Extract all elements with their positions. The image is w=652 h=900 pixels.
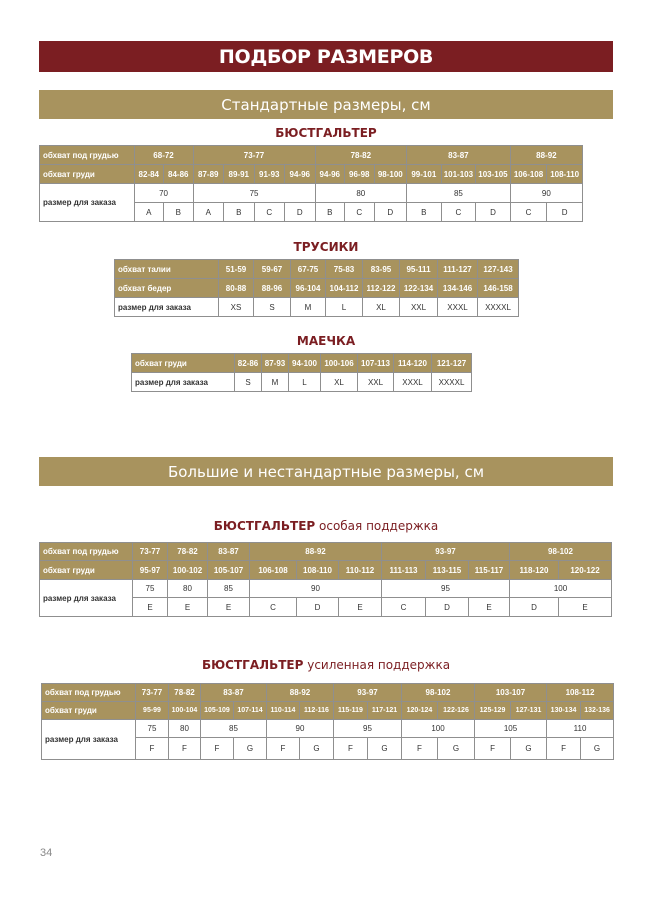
cup-cell: E bbox=[208, 598, 250, 617]
bust-cell: 100-102 bbox=[168, 561, 208, 580]
bust-cell: 94-96 bbox=[315, 165, 344, 184]
bra-title: БЮСТГАЛЬТЕР bbox=[275, 126, 377, 140]
size-cell: XXL bbox=[358, 373, 394, 392]
waist-cell: 75-83 bbox=[326, 260, 363, 279]
size-cell: 90 bbox=[250, 580, 382, 598]
underbust-cell: 83-87 bbox=[201, 684, 267, 702]
waist-cell: 127-143 bbox=[478, 260, 519, 279]
row-label: обхват груди bbox=[40, 561, 133, 580]
size-cell: M bbox=[262, 373, 289, 392]
bust-cell: 107-114 bbox=[234, 702, 267, 720]
bust-cell: 82-86 bbox=[235, 354, 262, 373]
cup-cell: F bbox=[547, 738, 581, 760]
top-title: МАЕЧКА bbox=[296, 334, 356, 348]
bust-cell: 89-91 bbox=[224, 165, 255, 184]
size-cell: 70 bbox=[134, 184, 193, 203]
underbust-cell: 83-87 bbox=[208, 543, 250, 561]
size-cell: 110 bbox=[547, 720, 614, 738]
hips-cell: 104-112 bbox=[326, 279, 363, 298]
underbust-cell: 73-77 bbox=[133, 543, 168, 561]
bust-cell: 94-96 bbox=[285, 165, 316, 184]
bra-special-title-rest: особая поддержка bbox=[315, 519, 439, 533]
top-table bbox=[131, 353, 472, 392]
bust-cell: 95-99 bbox=[136, 702, 169, 720]
bust-cell: 132-136 bbox=[581, 702, 614, 720]
bust-cell: 127-131 bbox=[511, 702, 547, 720]
size-cell: XXXL bbox=[394, 373, 432, 392]
underbust-cell: 78-82 bbox=[169, 684, 201, 702]
cup-cell: F bbox=[201, 738, 234, 760]
bra-special-table bbox=[39, 542, 612, 617]
cup-cell: C bbox=[510, 203, 547, 222]
bust-cell: 114-120 bbox=[394, 354, 432, 373]
size-cell: 95 bbox=[334, 720, 402, 738]
size-cell: XL bbox=[321, 373, 358, 392]
bra-reinforced-title-bold: БЮСТГАЛЬТЕР bbox=[201, 658, 304, 672]
section-banner-large bbox=[39, 457, 613, 486]
bust-cell: 105-109 bbox=[201, 702, 234, 720]
bust-cell: 87-93 bbox=[262, 354, 289, 373]
cup-cell: E bbox=[469, 598, 510, 617]
size-cell: XS bbox=[219, 298, 254, 317]
hips-cell: 122-134 bbox=[400, 279, 438, 298]
row-label: размер для заказа bbox=[40, 184, 135, 222]
bust-cell: 120-124 bbox=[402, 702, 438, 720]
row-label: обхват бедер bbox=[115, 279, 219, 298]
hips-cell: 80-88 bbox=[219, 279, 254, 298]
bust-cell: 110-112 bbox=[339, 561, 382, 580]
cup-cell: D bbox=[510, 598, 559, 617]
underbust-cell: 103-107 bbox=[475, 684, 547, 702]
bra-reinforced-title-rest: усиленная поддержка bbox=[303, 658, 451, 672]
cup-cell: A bbox=[134, 203, 163, 222]
size-cell: 75 bbox=[133, 580, 168, 598]
waist-cell: 111-127 bbox=[438, 260, 478, 279]
underbust-cell: 68-72 bbox=[134, 146, 193, 165]
bust-cell: 113-115 bbox=[426, 561, 469, 580]
waist-cell: 51-59 bbox=[219, 260, 254, 279]
underbust-cell: 98-102 bbox=[510, 543, 612, 561]
bust-cell: 118-120 bbox=[510, 561, 559, 580]
bust-cell: 82-84 bbox=[134, 165, 163, 184]
bust-cell: 125-129 bbox=[475, 702, 511, 720]
size-cell: 100 bbox=[510, 580, 612, 598]
underbust-cell: 93-97 bbox=[334, 684, 402, 702]
size-cell: 95 bbox=[382, 580, 510, 598]
size-cell: S bbox=[254, 298, 291, 317]
cup-cell: F bbox=[475, 738, 511, 760]
bust-cell: 101-103 bbox=[441, 165, 476, 184]
underbust-cell: 78-82 bbox=[315, 146, 407, 165]
size-cell: 80 bbox=[169, 720, 201, 738]
size-cell: XXXL bbox=[438, 298, 478, 317]
page-banner bbox=[39, 41, 613, 72]
cup-cell: C bbox=[254, 203, 285, 222]
cup-cell: E bbox=[559, 598, 612, 617]
bra-special-title bbox=[0, 519, 652, 533]
cup-cell: D bbox=[426, 598, 469, 617]
bust-cell: 95-97 bbox=[133, 561, 168, 580]
size-cell: L bbox=[289, 373, 321, 392]
underbust-cell: 83-87 bbox=[407, 146, 511, 165]
bra-table bbox=[39, 145, 583, 222]
cup-cell: B bbox=[315, 203, 344, 222]
size-cell: 75 bbox=[136, 720, 169, 738]
bust-cell: 87-89 bbox=[193, 165, 224, 184]
bust-cell: 106-108 bbox=[510, 165, 547, 184]
cup-cell: B bbox=[164, 203, 193, 222]
bra-reinforced-table bbox=[41, 683, 614, 760]
page-number: 34 bbox=[40, 847, 53, 859]
bust-cell: 107-113 bbox=[358, 354, 394, 373]
row-label: обхват груди bbox=[132, 354, 235, 373]
cup-cell: E bbox=[339, 598, 382, 617]
row-label: обхват под грудью bbox=[40, 543, 133, 561]
hips-cell: 96-104 bbox=[291, 279, 326, 298]
underbust-cell: 73-77 bbox=[136, 684, 169, 702]
bust-cell: 110-114 bbox=[267, 702, 300, 720]
bust-cell: 112-116 bbox=[300, 702, 334, 720]
cup-cell: F bbox=[402, 738, 438, 760]
size-cell: 85 bbox=[407, 184, 511, 203]
cup-cell: C bbox=[250, 598, 297, 617]
hips-cell: 88-96 bbox=[254, 279, 291, 298]
size-cell: 90 bbox=[267, 720, 334, 738]
cup-cell: B bbox=[224, 203, 255, 222]
bust-cell: 99-101 bbox=[407, 165, 442, 184]
underbust-cell: 93-97 bbox=[382, 543, 510, 561]
waist-cell: 59-67 bbox=[254, 260, 291, 279]
bust-cell: 120-122 bbox=[559, 561, 612, 580]
cup-cell: E bbox=[168, 598, 208, 617]
size-cell: M bbox=[291, 298, 326, 317]
cup-cell: G bbox=[300, 738, 334, 760]
hips-cell: 134-146 bbox=[438, 279, 478, 298]
size-cell: L bbox=[326, 298, 363, 317]
underbust-cell: 108-112 bbox=[547, 684, 614, 702]
bust-cell: 103-105 bbox=[476, 165, 511, 184]
panties-table bbox=[114, 259, 519, 317]
bust-cell: 94-100 bbox=[289, 354, 321, 373]
cup-cell: G bbox=[368, 738, 402, 760]
cup-cell: G bbox=[234, 738, 267, 760]
row-label: обхват под грудью bbox=[42, 684, 136, 702]
cup-cell: F bbox=[267, 738, 300, 760]
row-label: обхват груди bbox=[42, 702, 136, 720]
underbust-cell: 78-82 bbox=[168, 543, 208, 561]
size-cell: 105 bbox=[475, 720, 547, 738]
cup-cell: D bbox=[547, 203, 583, 222]
bra-special-title-bold: БЮСТГАЛЬТЕР bbox=[213, 519, 316, 533]
section-title-standard: Стандартные размеры, см bbox=[221, 95, 431, 114]
cup-cell: D bbox=[374, 203, 407, 222]
bust-cell: 91-93 bbox=[254, 165, 285, 184]
bust-cell: 96-98 bbox=[345, 165, 374, 184]
row-label: размер для заказа bbox=[40, 580, 133, 617]
cup-cell: D bbox=[297, 598, 339, 617]
bust-cell: 115-119 bbox=[334, 702, 368, 720]
bust-cell: 121-127 bbox=[432, 354, 472, 373]
row-label: размер для заказа bbox=[42, 720, 136, 760]
row-label: обхват груди bbox=[40, 165, 135, 184]
underbust-cell: 73-77 bbox=[193, 146, 315, 165]
bust-cell: 105-107 bbox=[208, 561, 250, 580]
underbust-cell: 88-92 bbox=[250, 543, 382, 561]
bust-cell: 130-134 bbox=[547, 702, 581, 720]
waist-cell: 95-111 bbox=[400, 260, 438, 279]
cup-cell: E bbox=[133, 598, 168, 617]
cup-cell: F bbox=[334, 738, 368, 760]
page-title: ПОДБОР РАЗМЕРОВ bbox=[218, 45, 434, 68]
bust-cell: 117-121 bbox=[368, 702, 402, 720]
bust-cell: 100-106 bbox=[321, 354, 358, 373]
section-title-large: Большие и нестандартные размеры, см bbox=[167, 462, 485, 481]
cup-cell: G bbox=[511, 738, 547, 760]
size-cell: 100 bbox=[402, 720, 475, 738]
cup-cell: G bbox=[438, 738, 475, 760]
bust-cell: 106-108 bbox=[250, 561, 297, 580]
cup-cell: C bbox=[441, 203, 476, 222]
size-cell: 75 bbox=[193, 184, 315, 203]
cup-cell: A bbox=[193, 203, 224, 222]
cup-cell: D bbox=[285, 203, 316, 222]
size-cell: 80 bbox=[315, 184, 407, 203]
underbust-cell: 88-92 bbox=[510, 146, 582, 165]
hips-cell: 112-122 bbox=[363, 279, 400, 298]
cup-cell: G bbox=[581, 738, 614, 760]
panties-title: ТРУСИКИ bbox=[293, 240, 359, 254]
row-label: размер для заказа bbox=[115, 298, 219, 317]
size-cell: XXXXL bbox=[432, 373, 472, 392]
cup-cell: F bbox=[169, 738, 201, 760]
size-cell: S bbox=[235, 373, 262, 392]
underbust-cell: 98-102 bbox=[402, 684, 475, 702]
waist-cell: 67-75 bbox=[291, 260, 326, 279]
size-cell: 80 bbox=[168, 580, 208, 598]
cup-cell: B bbox=[407, 203, 442, 222]
bust-cell: 122-126 bbox=[438, 702, 475, 720]
size-cell: XXL bbox=[400, 298, 438, 317]
cup-cell: D bbox=[476, 203, 511, 222]
size-cell: 85 bbox=[208, 580, 250, 598]
bra-reinforced-title bbox=[0, 658, 652, 672]
hips-cell: 146-158 bbox=[478, 279, 519, 298]
bust-cell: 108-110 bbox=[547, 165, 583, 184]
waist-cell: 83-95 bbox=[363, 260, 400, 279]
size-cell: 90 bbox=[510, 184, 582, 203]
row-label: размер для заказа bbox=[132, 373, 235, 392]
section-banner-standard bbox=[39, 90, 613, 119]
bust-cell: 98-100 bbox=[374, 165, 407, 184]
bust-cell: 84-86 bbox=[164, 165, 193, 184]
cup-cell: C bbox=[382, 598, 426, 617]
size-cell: XXXXL bbox=[478, 298, 519, 317]
size-cell: 85 bbox=[201, 720, 267, 738]
underbust-cell: 88-92 bbox=[267, 684, 334, 702]
row-label: обхват талии bbox=[115, 260, 219, 279]
bust-cell: 111-113 bbox=[382, 561, 426, 580]
cup-cell: C bbox=[345, 203, 374, 222]
row-label: обхват под грудью bbox=[40, 146, 135, 165]
bust-cell: 100-104 bbox=[169, 702, 201, 720]
size-cell: XL bbox=[363, 298, 400, 317]
cup-cell: F bbox=[136, 738, 169, 760]
bust-cell: 115-117 bbox=[469, 561, 510, 580]
bust-cell: 108-110 bbox=[297, 561, 339, 580]
